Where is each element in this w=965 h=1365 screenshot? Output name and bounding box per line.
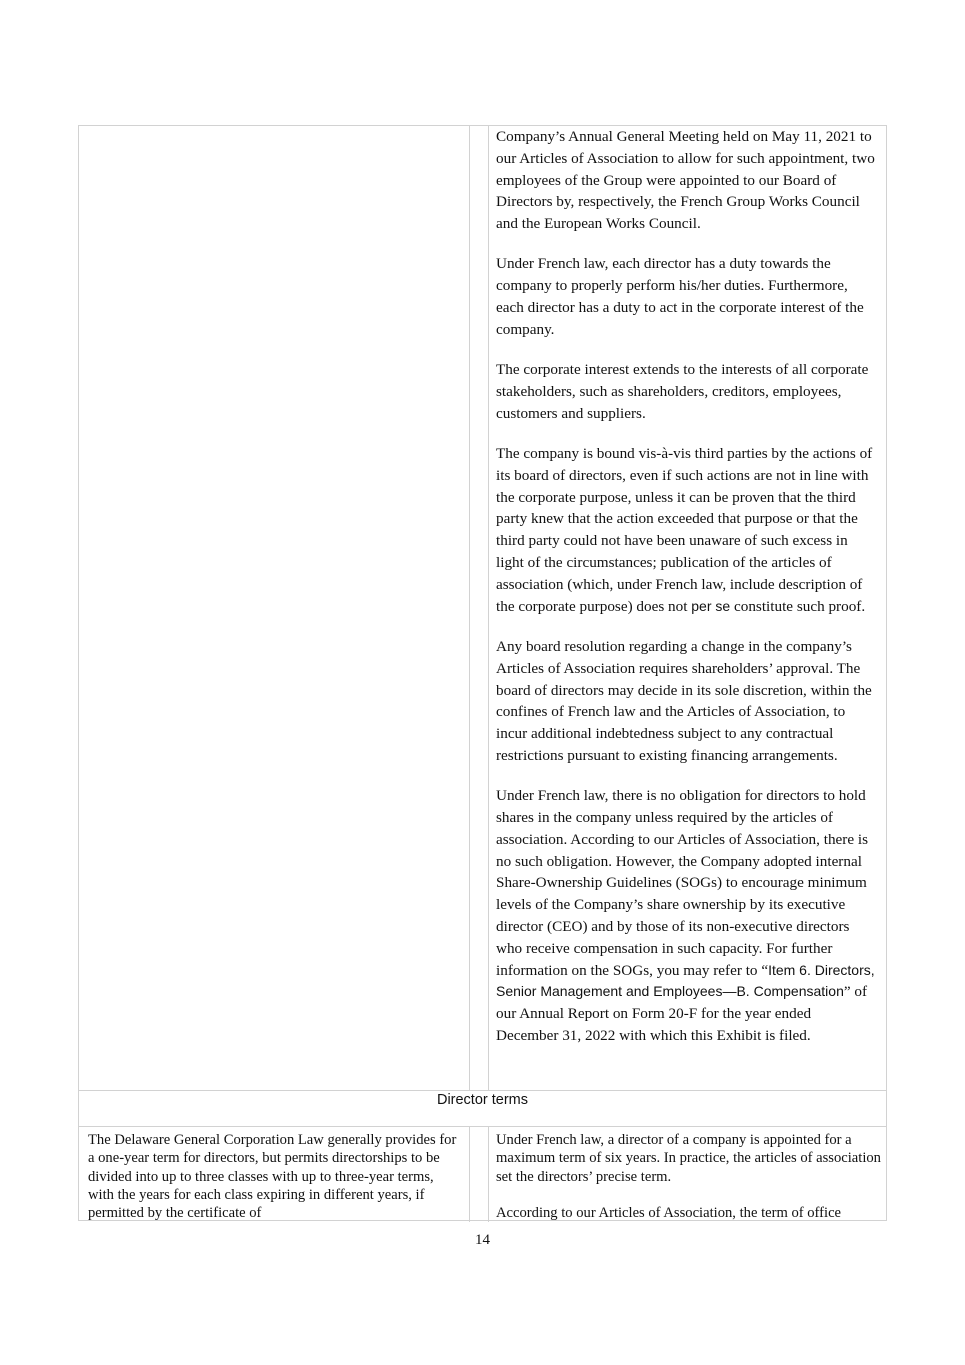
column-divider-right-bottom	[488, 1126, 489, 1222]
column-divider-left-bottom	[469, 1126, 470, 1222]
column-divider-left	[469, 126, 470, 1090]
paragraph-term-of-office: According to our Articles of Association, the term of office	[496, 1205, 842, 1222]
paragraph-employee-directors: Company’s Annual General Meeting held on May 11, 2021 to our Articles of Association to allow for such appointment, two employees of the Group were appointed to our Board of Directors by, respectively, the French Group Works Council and the European Works Council.	[496, 128, 875, 233]
annual-report-reference: Item 6. Directors, Senior Management and Employees—B. Compensation	[496, 961, 875, 1000]
row-divider-section-top	[79, 1090, 886, 1091]
delaware-director-terms: The Delaware General Corporation Law generally provides for a one-year term for directors, but permits directorships to be divided into up to three classes with up to three-year terms, with the years for each class expiring in different years, if permitted by the certificate of	[88, 1132, 457, 1222]
paragraph-director-duty: Under French law, each director has a duty towards the company to properly perform his/her duties. Furthermore, each director has a duty to act in the corporate interest of the company.	[496, 255, 864, 338]
row-divider-section-bottom	[79, 1126, 886, 1127]
right-column-text	[496, 126, 876, 1065]
third-parties-text-end: constitute such proof.	[733, 597, 866, 615]
comparison-table	[78, 125, 887, 1221]
paragraph-share-ownership: Under French law, there is no obligation for directors to hold shares in the company unless required by the articles of association. According to our Articles of Association, there is no such obligation. However, the Company adopted internal Share-Ownership Guidelines (SOGs) to encourage minimum levels of the Company’s share ownership by its executive director (CEO) and by those of its non-executive directors who receive compensation in such capacity. For further information on the SOGs, you may refer to “Item 6. Directors, Senior Management and Employees—B. Compensation” of our Annual Report on Form 20-F for the year ended December 31, 2022 with which this Exhibit is filed.	[496, 787, 875, 1044]
third-parties-text: The company is bound vis-à-vis third parties by the actions of its board of directors, even if such actions are not in line with the corporate purpose, unless it can be proven that the third party knew that the action exceeded that purpose or that the third party could not have been unaware of such excess in light of the circumstances; publication of the articles of association (which, under French law, include description of the corporate purpose) does not	[496, 445, 873, 615]
share-ownership-text: Under French law, there is no obligation for directors to hold shares in the company unless required by the articles of association. According to our Articles of Association, there is no such obligation. However, the Company adopted internal Share-Ownership Guidelines (SOGs) to encourage minimum levels of the Company’s share ownership by its executive director (CEO) and by those of its non-executive directors who receive compensation in such capacity. For further information on the SOGs, you may refer to	[496, 787, 869, 979]
french-director-terms	[496, 1131, 881, 1241]
paragraph-third-parties	[496, 443, 876, 617]
per-se-term: per se	[691, 597, 731, 614]
column-divider-right	[488, 126, 489, 1090]
section-heading: Director terms	[436, 1092, 529, 1108]
share-ownership-text-end: of our Annual Report on Form 20-F for the year ended December 31, 2022 with which this Exhibit is filed.	[496, 983, 868, 1044]
page-number: 14	[475, 1232, 490, 1248]
paragraph-corporate-interest: The corporate interest extends to the interests of all corporate stakeholders, such as shareholders, creditors, employees, customers and suppliers.	[496, 361, 869, 422]
paragraph-term-length: Under French law, a director of a company is appointed for a maximum term of six years. In practice, the articles of association set the directors’ precise term.	[496, 1132, 881, 1185]
paragraph-board-resolution: Any board resolution regarding a change in the company’s Articles of Association requires shareholders’ approval. The board of directors may decide in its sole discretion, within the confines of French law and the Articles of Association, to incur additional indebtedness subject to any contractual restrictions pursuant to existing financing arrangements.	[496, 637, 872, 764]
